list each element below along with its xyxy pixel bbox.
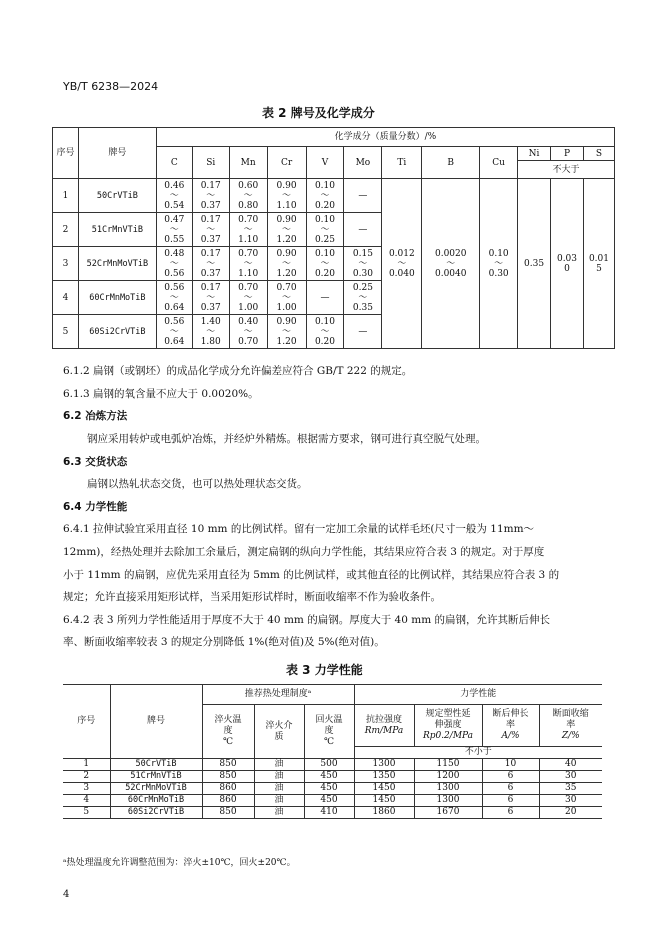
cell-cr — [267, 281, 306, 315]
el-cr: Cr — [267, 147, 306, 179]
t3-cell-z: 30 — [539, 795, 602, 807]
cell-c-tilde: ～ — [169, 258, 179, 269]
cell-si-tilde: ～ — [206, 224, 216, 235]
composition-table — [52, 127, 615, 349]
standard-number: YB/T 6238—2024 — [63, 80, 159, 93]
qt-l1: 淬火温 — [214, 715, 242, 725]
el-mn: Mn — [229, 147, 267, 179]
quench-temp-header — [202, 705, 254, 759]
shared-b-max: 0.0040 — [434, 268, 467, 279]
cell-c-min: 0.56 — [164, 316, 185, 327]
shared-s-l2: 5 — [596, 263, 602, 274]
shared-b-tilde: ～ — [446, 258, 456, 269]
para-6-3: 扁钢以热轧状态交货，也可以热处理状态交货。 — [87, 478, 308, 490]
rm-l1: 抗拉强度 — [365, 714, 402, 725]
cell-mo-tilde: ～ — [358, 258, 368, 269]
qm-l1: 淬火介 — [265, 720, 293, 731]
cell-cr — [267, 213, 306, 247]
z-l1: 断面收缩 — [552, 709, 589, 719]
t3-cell-rm: 1860 — [354, 807, 414, 819]
t3-cell-rm: 1450 — [354, 795, 414, 807]
not-less-than: 不小于 — [354, 747, 602, 759]
t3-cell-rp: 1300 — [414, 795, 482, 807]
cell-v-tilde: ～ — [320, 190, 330, 201]
cell-si — [192, 179, 229, 213]
cell-v-min: 0.10 — [314, 248, 335, 259]
cell-cr-max: 1.20 — [276, 268, 297, 279]
t3-cell-medium: 油 — [254, 807, 304, 819]
cell-mn-min: 0.70 — [238, 282, 259, 293]
cell-c-max: 0.56 — [164, 268, 185, 279]
row-seq: 2 — [53, 213, 79, 247]
heading-6-2: 6.2 冶炼方法 — [63, 410, 128, 422]
t3-cell-rp: 1150 — [414, 759, 482, 771]
para-6-4-2-line1: 6.4.2 表 3 所列力学性能适用于厚度不大于 40 mm 的扁钢。厚度大于 40 mm 的扁钢，允许其断后伸长 — [63, 614, 550, 626]
t3-cell-tt: 450 — [304, 771, 354, 783]
cell-c-max: 0.64 — [164, 302, 185, 313]
rp-l1: 规定塑性延 — [425, 709, 471, 719]
shared-ti — [382, 179, 422, 349]
el-v: V — [306, 147, 344, 179]
row-seq: 5 — [53, 315, 79, 349]
t3-cell-grade: 60CrMnMoTiB — [110, 795, 202, 807]
shared-cu-tilde: ～ — [494, 258, 504, 269]
qm-l2: 质 — [274, 731, 284, 742]
el-b: B — [422, 147, 480, 179]
cell-c — [156, 281, 192, 315]
cell-mo-max: 0.35 — [352, 302, 373, 313]
row-grade: 50CrVTiB — [78, 179, 156, 213]
para-6-2: 钢应采用转炉或电弧炉冶炼，并经炉外精炼。根据需方要求，钢可进行真空脱气处理。 — [87, 433, 486, 445]
rp-l2: 伸强度 — [434, 720, 462, 730]
t3-cell-rm: 1350 — [354, 771, 414, 783]
cell-c-min: 0.56 — [164, 282, 185, 293]
t3-col-grade: 牌号 — [110, 685, 202, 759]
cell-v-max: 0.25 — [314, 234, 335, 245]
cell-mn-max: 1.00 — [238, 302, 259, 313]
row-grade: 51CrMnVTiB — [78, 213, 156, 247]
cell-c-min: 0.48 — [164, 248, 185, 259]
cell-si — [192, 247, 229, 281]
cell-c — [156, 247, 192, 281]
table3-footnote: ᵃ热处理温度允许调整范围为：淬火±10℃，回火±20℃。 — [63, 858, 296, 868]
cell-v — [306, 213, 344, 247]
cell-cr-min: 0.90 — [276, 248, 297, 259]
cell-cr-min: 0.90 — [276, 180, 297, 191]
t3-cell-rp: 1670 — [414, 807, 482, 819]
qt-l3: ℃ — [222, 737, 234, 747]
cell-mn-tilde: ～ — [243, 326, 253, 337]
cell-cr-min: 0.70 — [276, 282, 297, 293]
a-l1: 断后伸长 — [492, 709, 529, 719]
cell-cr-min: 0.90 — [276, 316, 297, 327]
cell-mn-tilde: ～ — [243, 258, 253, 269]
t3-cell-tt: 410 — [304, 807, 354, 819]
cell-c — [156, 179, 192, 213]
cell-si-max: 0.37 — [200, 268, 221, 279]
shared-cu — [480, 179, 518, 349]
cell-si-min: 0.17 — [200, 282, 221, 293]
composition-header: 化学成分（质量分数）/% — [156, 128, 614, 147]
cell-mo-max: 0.30 — [352, 268, 373, 279]
page-number: 4 — [63, 889, 70, 900]
table3-title: 表 3 力学性能 — [286, 663, 363, 677]
cell-cr — [267, 247, 306, 281]
t3-cell-medium: 油 — [254, 759, 304, 771]
t3-cell-rp: 1200 — [414, 771, 482, 783]
cell-v-tilde: ～ — [320, 326, 330, 337]
cell-v-empty: — — [306, 281, 344, 315]
shared-b-min: 0.0020 — [434, 248, 467, 259]
para-6-4-1-line4: 规定；允许直接采用矩形试样，当采用矩形试样时，断面收缩率不作为验收条件。 — [63, 591, 441, 603]
cell-cr-tilde: ～ — [282, 326, 292, 337]
shared-s — [583, 179, 614, 349]
t3-cell-grade: 60Si2CrVTiB — [110, 807, 202, 819]
cell-c-tilde: ～ — [169, 190, 179, 201]
cell-mn — [229, 315, 267, 349]
cell-mn-max: 1.10 — [238, 234, 259, 245]
cell-cr-max: 1.10 — [276, 200, 297, 211]
col-seq: 序号 — [53, 128, 79, 179]
heading-6-4: 6.4 力学性能 — [63, 501, 128, 513]
shared-cu-min: 0.10 — [488, 248, 509, 259]
cell-v-max: 0.20 — [314, 268, 335, 279]
cell-c — [156, 213, 192, 247]
cell-mn-tilde: ～ — [243, 292, 253, 303]
row-grade: 60Si2CrVTiB — [78, 315, 156, 349]
mech-header: 力学性能 — [354, 685, 602, 705]
cell-c-tilde: ～ — [169, 292, 179, 303]
t3-cell-medium: 油 — [254, 783, 304, 795]
cell-mo-min: 0.15 — [352, 248, 373, 259]
t3-cell-grade: 50CrVTiB — [110, 759, 202, 771]
cell-cr — [267, 179, 306, 213]
table2-title: 表 2 牌号及化学成分 — [262, 106, 375, 120]
t3-cell-z: 40 — [539, 759, 602, 771]
cell-cr-max: 1.20 — [276, 234, 297, 245]
para-6-4-1-line2: 12mm)，经热处理并去除加工余量后，测定扁钢的纵向力学性能，其结果应符合表 3 的规定。对于厚度 — [63, 546, 545, 558]
el-s: S — [583, 147, 614, 161]
cell-v-tilde: ～ — [320, 258, 330, 269]
elong-header — [482, 705, 539, 747]
not-more-than: 不大于 — [518, 161, 615, 179]
cell-mo — [344, 281, 382, 315]
row-seq: 4 — [53, 281, 79, 315]
cell-si-tilde: ～ — [206, 292, 216, 303]
cell-v-max: 0.20 — [314, 336, 335, 347]
shared-p — [551, 179, 584, 349]
t3-cell-rp: 1300 — [414, 783, 482, 795]
shared-b — [422, 179, 480, 349]
row-grade: 52CrMnMoVTiB — [78, 247, 156, 281]
a-l3: A/% — [501, 731, 520, 741]
el-c: C — [156, 147, 192, 179]
el-ti: Ti — [382, 147, 422, 179]
t3-cell-seq: 4 — [63, 795, 110, 807]
cell-si-min: 0.17 — [200, 214, 221, 225]
cell-si-tilde: ～ — [206, 190, 216, 201]
shared-ti-tilde: ～ — [397, 258, 407, 269]
t3-cell-seq: 1 — [63, 759, 110, 771]
t3-cell-tt: 450 — [304, 795, 354, 807]
cell-cr — [267, 315, 306, 349]
t3-cell-qt: 850 — [202, 771, 254, 783]
cell-si — [192, 281, 229, 315]
t3-cell-rm: 1450 — [354, 783, 414, 795]
cell-cr-min: 0.90 — [276, 214, 297, 225]
rp-l3: Rp0.2/MPa — [422, 731, 474, 741]
cell-si-min: 0.17 — [200, 180, 221, 191]
cell-mo-empty: — — [344, 179, 382, 213]
t3-cell-tt: 500 — [304, 759, 354, 771]
cell-c — [156, 315, 192, 349]
z-l3: Z/% — [561, 731, 580, 741]
cell-mn-max: 0.80 — [238, 200, 259, 211]
shared-cu-max: 0.30 — [488, 268, 509, 279]
cell-mo-empty: — — [344, 315, 382, 349]
t3-cell-qt: 860 — [202, 783, 254, 795]
t3-cell-grade: 52CrMnMoVTiB — [110, 783, 202, 795]
t3-cell-z: 20 — [539, 807, 602, 819]
cell-si-max: 0.37 — [200, 200, 221, 211]
cell-si — [192, 213, 229, 247]
cell-c-max: 0.55 — [164, 234, 185, 245]
t3-cell-qt: 860 — [202, 795, 254, 807]
tt-l1: 回火温 — [315, 715, 343, 725]
cell-mn — [229, 281, 267, 315]
cell-v — [306, 315, 344, 349]
tt-l2: 度 — [324, 726, 334, 736]
para-6-1-3: 6.1.3 扁钢的氧含量不应大于 0.0020%。 — [63, 388, 259, 400]
t3-cell-medium: 油 — [254, 795, 304, 807]
mechanical-properties-table — [63, 684, 602, 819]
z-l2: 率 — [566, 720, 576, 730]
cell-c-max: 0.64 — [164, 336, 185, 347]
cell-mn-min: 0.70 — [238, 248, 259, 259]
el-ni: Ni — [518, 147, 551, 161]
cell-v-min: 0.10 — [314, 214, 335, 225]
t3-cell-a: 6 — [482, 783, 539, 795]
cell-si-min: 0.17 — [200, 248, 221, 259]
cell-v-min: 0.10 — [314, 316, 335, 327]
a-l2: 率 — [505, 720, 515, 730]
cell-si-tilde: ～ — [206, 258, 216, 269]
t3-cell-a: 10 — [482, 759, 539, 771]
heading-6-3: 6.3 交货状态 — [63, 456, 128, 468]
el-mo: Mo — [344, 147, 382, 179]
el-si: Si — [192, 147, 229, 179]
quench-medium-header — [254, 705, 304, 759]
cell-v — [306, 179, 344, 213]
cell-si-max: 1.80 — [200, 336, 221, 347]
shared-p-l2: 0 — [564, 263, 570, 274]
t3-cell-tt: 450 — [304, 783, 354, 795]
cell-mo — [344, 247, 382, 281]
para-6-4-1-line3: 小于 11mm 的扁钢，应优先采用直径为 5mm 的比例试样，或其他直径的比例试样，其结果应符合表 3 的 — [63, 569, 560, 581]
el-cu: Cu — [480, 147, 518, 179]
cell-mn-tilde: ～ — [243, 224, 253, 235]
cell-c-tilde: ～ — [169, 224, 179, 235]
t3-cell-medium: 油 — [254, 771, 304, 783]
shared-p-l1: 0.03 — [556, 253, 578, 264]
cell-si-min: 1.40 — [200, 316, 221, 327]
t3-cell-seq: 2 — [63, 771, 110, 783]
cell-si-max: 0.37 — [200, 302, 221, 313]
tt-l3: ℃ — [323, 737, 335, 747]
shared-ni: 0.35 — [518, 179, 551, 349]
yield-header — [414, 705, 482, 747]
cell-c-min: 0.46 — [164, 180, 185, 191]
cell-c-min: 0.47 — [164, 214, 185, 225]
col-grade: 牌号 — [78, 128, 156, 179]
cell-cr-max: 1.20 — [276, 336, 297, 347]
temper-temp-header — [304, 705, 354, 759]
row-grade: 60CrMnMoTiB — [78, 281, 156, 315]
t3-cell-a: 6 — [482, 795, 539, 807]
t3-cell-qt: 850 — [202, 759, 254, 771]
cell-mo-tilde: ～ — [358, 292, 368, 303]
cell-mn — [229, 247, 267, 281]
t3-cell-grade: 51CrMnVTiB — [110, 771, 202, 783]
cell-mo-empty: — — [344, 213, 382, 247]
heat-treatment-header: 推荐热处理制度ᵃ — [202, 685, 354, 705]
cell-cr-max: 1.00 — [276, 302, 297, 313]
cell-c-max: 0.54 — [164, 200, 185, 211]
cell-v-min: 0.10 — [314, 180, 335, 191]
shared-s-l1: 0.01 — [588, 253, 609, 264]
t3-cell-qt: 850 — [202, 807, 254, 819]
cell-c-tilde: ～ — [169, 326, 179, 337]
t3-cell-a: 6 — [482, 807, 539, 819]
para-6-4-1-line1: 6.4.1 拉伸试验宜采用直径 10 mm 的比例试样。留有一定加工余量的试样毛坯(尺寸一般为 11mm～ — [63, 523, 535, 535]
t3-col-seq: 序号 — [63, 685, 110, 759]
cell-cr-tilde: ～ — [282, 190, 292, 201]
reduction-header — [539, 705, 602, 747]
cell-v-tilde: ～ — [320, 224, 330, 235]
cell-si — [192, 315, 229, 349]
tensile-header — [354, 705, 414, 747]
el-p: P — [551, 147, 584, 161]
t3-cell-a: 6 — [482, 771, 539, 783]
row-seq: 1 — [53, 179, 79, 213]
cell-si-max: 0.37 — [200, 234, 221, 245]
cell-si-tilde: ～ — [206, 326, 216, 337]
cell-v — [306, 247, 344, 281]
para-6-4-2-line2: 率、断面收缩率较表 3 的规定分别降低 1%(绝对值)及 5%(绝对值)。 — [63, 636, 385, 648]
cell-mn-min: 0.40 — [238, 316, 259, 327]
cell-mn — [229, 179, 267, 213]
cell-mn-min: 0.70 — [238, 214, 259, 225]
qt-l2: 度 — [223, 726, 233, 736]
cell-cr-tilde: ～ — [282, 292, 292, 303]
cell-mn-tilde: ～ — [243, 190, 253, 201]
cell-mn-max: 0.70 — [238, 336, 259, 347]
t3-cell-seq: 5 — [63, 807, 110, 819]
t3-cell-z: 35 — [539, 783, 602, 795]
cell-cr-tilde: ～ — [282, 224, 292, 235]
shared-ti-min: 0.012 — [388, 248, 415, 259]
cell-v-max: 0.20 — [314, 200, 335, 211]
row-seq: 3 — [53, 247, 79, 281]
cell-cr-tilde: ～ — [282, 258, 292, 269]
cell-mn-min: 0.60 — [238, 180, 259, 191]
rm-l2: Rm/MPa — [364, 725, 404, 736]
para-6-1-2: 6.1.2 扁钢（或钢坯）的成品化学成分允许偏差应符合 GB/T 222 的规定。 — [63, 365, 413, 377]
cell-mo-min: 0.25 — [352, 282, 373, 293]
t3-cell-rm: 1300 — [354, 759, 414, 771]
t3-cell-z: 30 — [539, 771, 602, 783]
shared-ti-max: 0.040 — [388, 268, 415, 279]
t3-cell-seq: 3 — [63, 783, 110, 795]
cell-mn-max: 1.10 — [238, 268, 259, 279]
cell-mn — [229, 213, 267, 247]
